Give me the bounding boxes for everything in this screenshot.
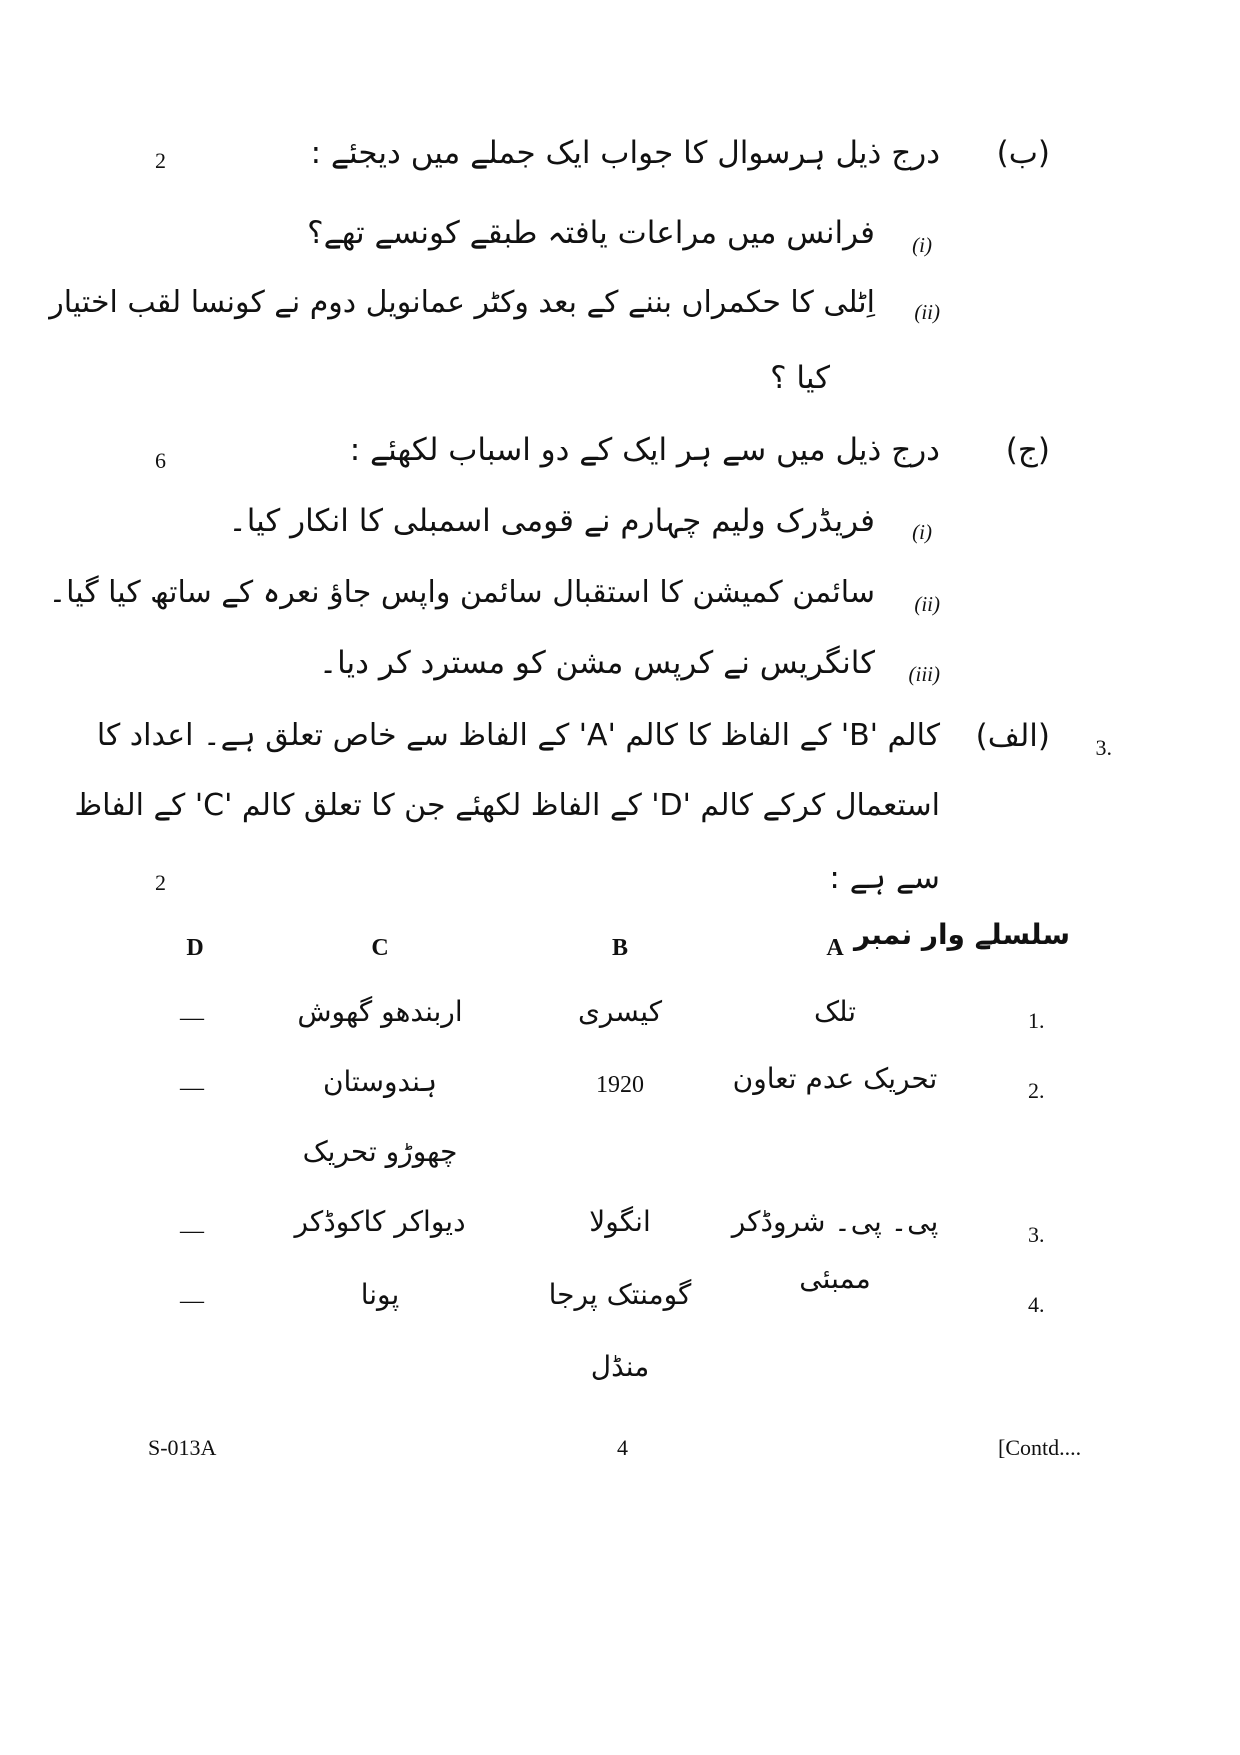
page-number: 4 [617, 1435, 628, 1460]
section-b-item-1: فرانس میں مراعات یافتہ طبقے کونسے تھے؟ [307, 215, 875, 251]
item-number: (i) [912, 233, 932, 257]
table-cell-a: پی۔ پی۔ شروڈکر [731, 1205, 939, 1238]
table-cell-a: ممبئی [799, 1262, 871, 1295]
header-serial: سلسلے وار نمبر [853, 918, 1070, 951]
section-j-instruction: درج ذیل میں سے ہر ایک کے دو اسباب لکھئے : [349, 432, 940, 468]
marks-section-j: 6 [155, 448, 166, 473]
table-cell-a: تحریک عدم تعاون [732, 1062, 938, 1095]
question-number: 3. [1095, 735, 1112, 760]
header-a: A [826, 935, 844, 961]
item-number: (ii) [914, 300, 940, 324]
table-cell-b: 1920 [596, 1072, 644, 1098]
item-number: (ii) [914, 592, 940, 616]
table-cell-c: ہندوستان [322, 1065, 438, 1098]
table-cell-c: اربندھو گھوش [297, 995, 463, 1028]
section-j-item-3: کانگریس نے کرپس مشن کو مسترد کر دیا۔ [318, 645, 875, 681]
section-b-item-2: اِٹلی کا حکمراں بننے کے بعد وکٹر عمانویل دوم نے کونسا لقب اختیار [49, 285, 875, 320]
table-cell-b-continued: منڈل [590, 1350, 650, 1383]
marks-section-b: 2 [155, 148, 166, 173]
table-cell-d: — [180, 1005, 204, 1031]
table-row-serial: 1. [1028, 1008, 1045, 1033]
table-cell-d: — [180, 1288, 204, 1314]
header-c: C [371, 935, 389, 961]
table-row-serial: 3. [1028, 1222, 1045, 1247]
section-b-item-2-continued: کیا ؟ [770, 360, 830, 396]
table-cell-b: گومنتک پرجا [548, 1278, 692, 1311]
item-number: (i) [912, 520, 932, 544]
question-3-line-2: استعمال کرکے کالم 'D' کے الفاظ لکھئے جن کا تعلق کالم 'C' کے الفاظ [74, 788, 940, 823]
section-j-item-1: فریڈرک ولیم چہارم نے قومی اسمبلی کا انکار کیا۔ [228, 503, 875, 539]
section-j-label: (ج) [1005, 432, 1050, 468]
table-cell-b: کیسری [577, 995, 663, 1028]
table-cell-c: پونا [360, 1278, 400, 1311]
section-b-label: (ب) [996, 135, 1050, 171]
header-d: D [186, 935, 204, 961]
question-3-line-3: سے ہے : [829, 860, 940, 896]
marks-question-3: 2 [155, 870, 166, 895]
table-cell-c: دیواکر کاکوڈکر [294, 1205, 466, 1238]
table-cell-b: انگولا [589, 1205, 651, 1238]
question-3-label: (الف) [975, 718, 1050, 754]
section-j-item-2: سائمن کمیشن کا استقبال سائمن واپس جاؤ نعرہ کے ساتھ کیا گیا۔ [48, 575, 875, 610]
item-number: (iii) [908, 662, 940, 686]
table-cell-c-continued: چھوڑو تحریک [302, 1135, 458, 1168]
table-row-serial: 4. [1028, 1292, 1045, 1317]
table-row-serial: 2. [1028, 1078, 1045, 1103]
table-cell-d: — [180, 1218, 204, 1244]
section-b-instruction: درج ذیل ہرسوال کا جواب ایک جملے میں دیجئے : [310, 135, 940, 171]
continued-marker: [Contd.... [998, 1435, 1082, 1460]
paper-code: S-013A [148, 1435, 217, 1460]
table-cell-a: تلک [813, 995, 857, 1028]
question-3-line-1: کالم 'B' کے الفاظ کا کالم 'A' کے الفاظ سے خاص تعلق ہے۔ اعداد کا [96, 718, 940, 753]
table-cell-d: — [180, 1075, 204, 1101]
header-b: B [611, 935, 628, 961]
